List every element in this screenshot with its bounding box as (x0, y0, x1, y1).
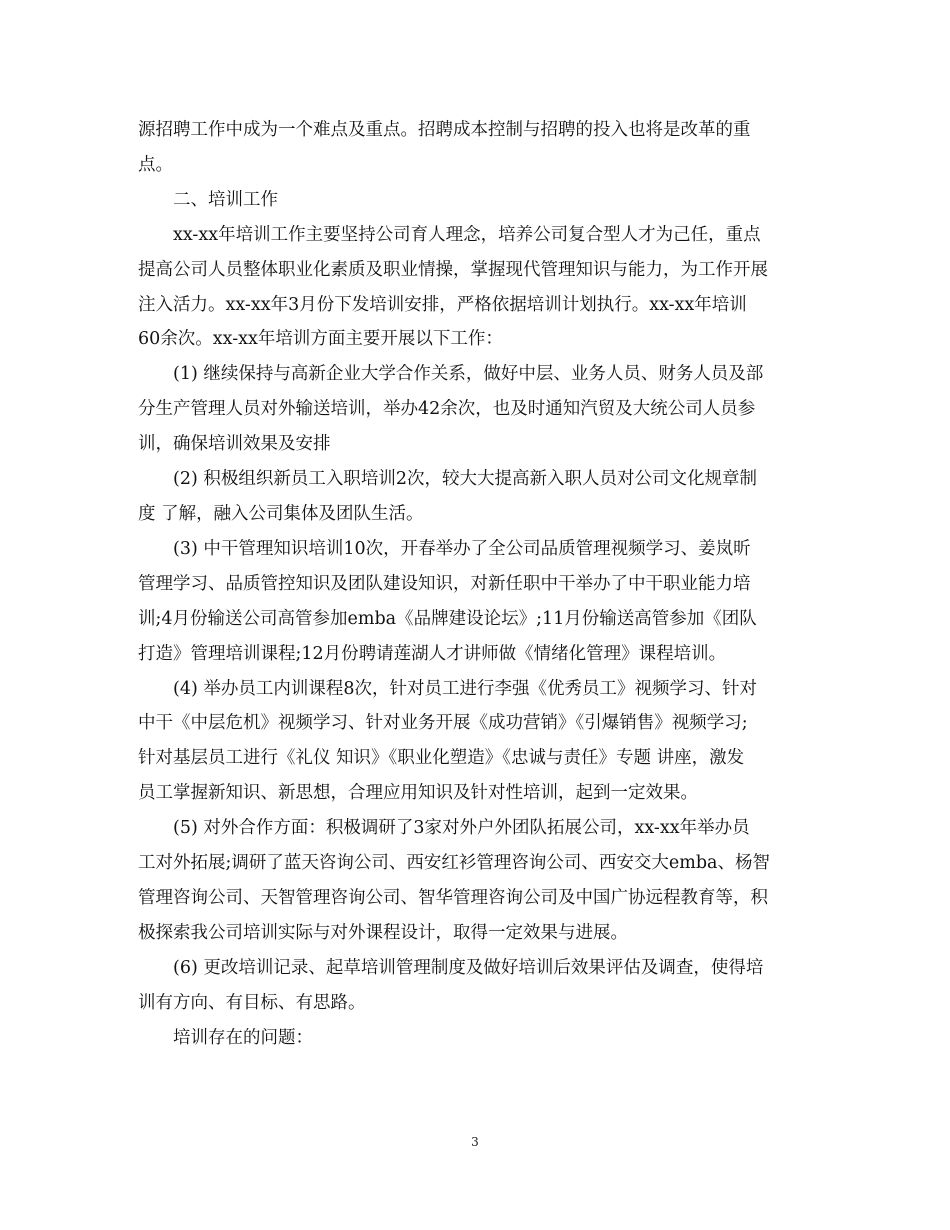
text-line: 训;4月份输送公司高管参加emba《品牌建设论坛》;11月份输送高管参加《团队 (138, 608, 757, 629)
text-line: 源招聘工作中成为一个难点及重点。招聘成本控制与招聘的投入也将是改革的重 (138, 120, 751, 140)
paragraph (138, 951, 818, 1021)
text-line: 针对基层员工进行《礼仪 知识》《职业化塑造》《忠诚与责任》专题 讲座，激发 (138, 748, 745, 769)
paragraph (138, 218, 818, 358)
paragraph (138, 183, 818, 218)
text-line: 二、培训工作 (173, 189, 278, 210)
text-line: 工对外拓展;调研了蓝天咨询公司、西安红衫管理咨询公司、西安交大emba、杨智 (138, 853, 770, 874)
text-line: 度 了解，融入公司集体及团队生活。 (138, 503, 424, 524)
paragraph (138, 672, 818, 812)
paragraph (138, 532, 818, 672)
text-line: 员工掌握新知识、新思想，合理应用知识及针对性培训，起到一定效果。 (138, 783, 698, 804)
text-line: 管理咨询公司、天智管理咨询公司、智华管理咨询公司及中国广协远程教育等，积 (138, 887, 768, 908)
text-line: 60余次。xx-xx年培训方面主要开展以下工作： (138, 329, 503, 350)
text-line: 训有方向、有目标、有思路。 (138, 992, 366, 1013)
text-line: 打造》管理培训课程;12月份聘请莲湖人才讲师做《情绪化管理》课程培训。 (138, 643, 727, 664)
text-line: (4) 举办员工内训课程8次，针对员工进行李强《优秀员工》视频学习、针对 (173, 678, 757, 699)
text-line: 提高公司人员整体职业化素质及职业情操，掌握现代管理知识与能力，为工作开展 (138, 259, 768, 280)
text-line: 管理学习、品质管控知识及团队建设知识，对新任职中干举办了中干职业能力培 (138, 573, 751, 594)
paragraph (138, 811, 818, 951)
text-line: xx-xx年培训工作主要坚持公司育人理念，培养公司复合型人才为己任，重点 (173, 224, 761, 245)
text-line: 点。 (138, 154, 173, 175)
text-line: (5) 对外合作方面：积极调研了3家对外户外团队拓展公司，xx-xx年举办员 (173, 818, 750, 839)
text-line: 极探索我公司培训实际与对外课程设计，取得一定效果与进展。 (138, 922, 628, 943)
text-line: 分生产管理人员对外输送培训，举办42余次，也及时通知汽贸及大统公司人员参 (138, 399, 756, 420)
text-line: (3) 中干管理知识培训10次，开春举办了全公司品质管理视频学习、姜岚昕 (173, 538, 751, 559)
page-number: 3 (471, 1135, 479, 1149)
text-line: 中干《中层危机》视频学习、针对业务开展《成功营销》《引爆销售》视频学习; (138, 713, 748, 734)
text-line: 注入活力。xx-xx年3月份下发培训安排，严格依据培训计划执行。xx-xx年培训 (138, 294, 747, 315)
text-line: (2) 积极组织新员工入职培训2次，较大大提高新入职人员对公司文化规章制 (173, 469, 757, 490)
text-line: (1) 继续保持与高新企业大学合作关系，做好中层、业务人员、财务人员及部 (173, 364, 764, 385)
text-line: 培训存在的问题： (173, 1027, 313, 1048)
text-line: 训，确保培训效果及安排 (138, 434, 331, 455)
document-body (138, 113, 818, 1055)
paragraph (138, 357, 818, 462)
text-line: (6) 更改培训记录、起草培训管理制度及做好培训后效果评估及调查，使得培 (173, 957, 764, 978)
paragraph (138, 113, 818, 183)
paragraph (138, 1021, 818, 1056)
paragraph (138, 462, 818, 532)
